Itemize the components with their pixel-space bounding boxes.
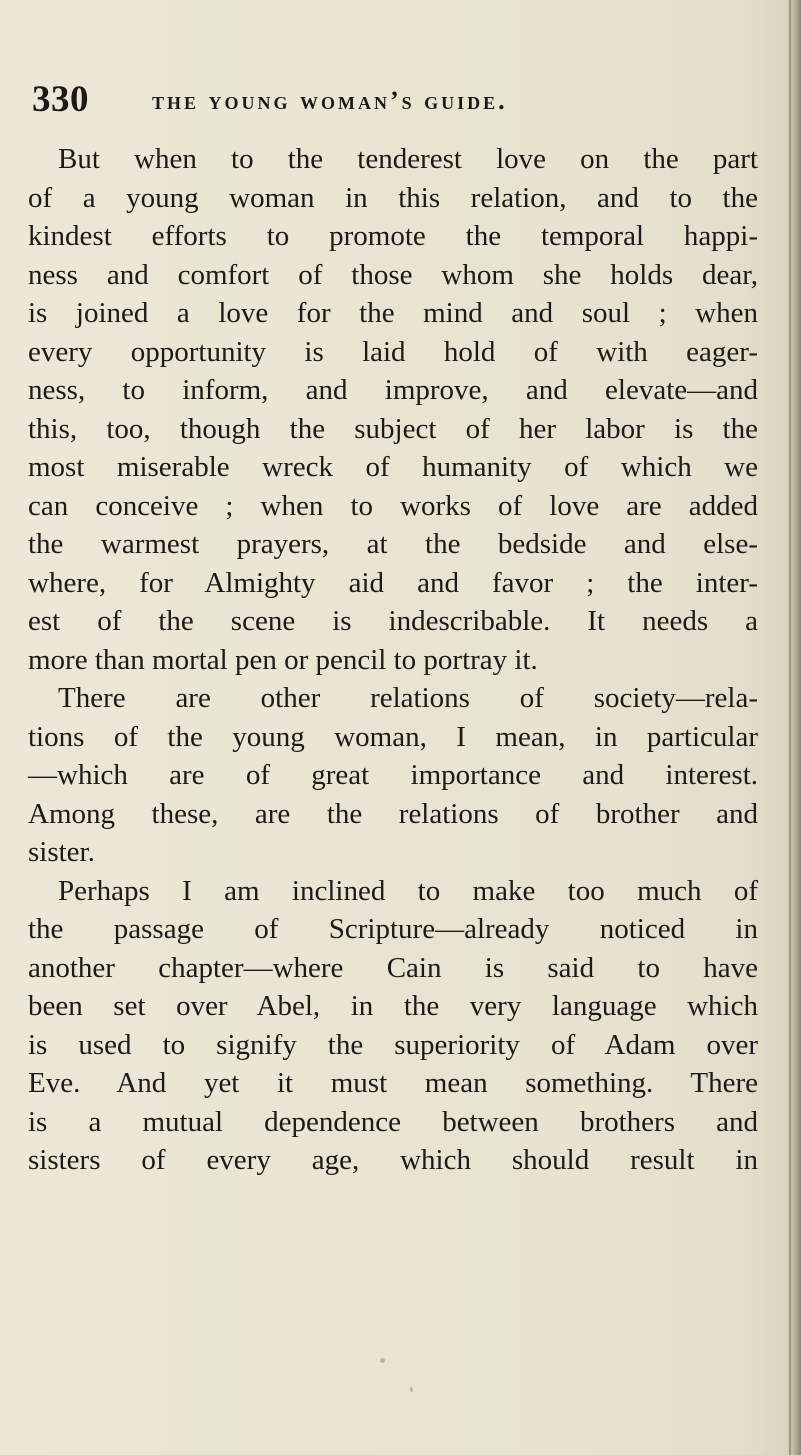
text-line: more than mortal pen or pencil to portray it. xyxy=(28,643,538,676)
text-line: where, for Almighty aid and favor ; the inter- xyxy=(28,566,758,599)
text-line: every opportunity is laid hold of with eager- xyxy=(28,335,758,368)
paper-speck xyxy=(380,1358,385,1363)
paper-speck xyxy=(410,1387,413,1392)
text-line: another chapter—where Cain is said to have xyxy=(28,951,758,984)
text-line: Perhaps I am inclined to make too much of xyxy=(58,874,758,907)
text-line: sisters of every age, which should result in xyxy=(28,1144,758,1176)
text-line: There are other relations of society—rela- xyxy=(58,682,758,714)
text-line: ness and comfort of those whom she holds dear, xyxy=(28,258,758,291)
text-line: can conceive ; when to works of love are added xyxy=(28,489,758,522)
body-text xyxy=(28,140,758,1180)
text-line: most miserable wreck of humanity of which we xyxy=(28,451,758,483)
page-edge-line xyxy=(789,0,791,1455)
page-number: 330 xyxy=(32,79,89,120)
text-line: est of the scene is indescribable. It needs a xyxy=(28,605,758,637)
text-line: Among these, are the relations of brother and xyxy=(28,797,758,830)
text-line: this, too, though the subject of her labor is the xyxy=(28,412,758,445)
text-line: is used to signify the superiority of Adam over xyxy=(28,1028,758,1061)
text-line: the passage of Scripture—already noticed in xyxy=(28,913,758,945)
text-line: been set over Abel, in the very language which xyxy=(28,990,758,1022)
text-line: of a young woman in this relation, and to the xyxy=(28,181,758,214)
text-line: is a mutual dependence between brothers and xyxy=(28,1105,758,1138)
text-line: Eve. And yet it must mean something. There xyxy=(28,1067,758,1099)
text-line: kindest efforts to promote the temporal happi- xyxy=(28,220,758,252)
page-header xyxy=(32,78,752,122)
text-line: But when to the tenderest love on the part xyxy=(58,143,758,175)
text-line: ness, to inform, and improve, and elevate—and xyxy=(28,374,758,406)
text-line: sister. xyxy=(28,836,95,868)
text-line: is joined a love for the mind and soul ; when xyxy=(28,297,758,329)
text-line: tions of the young woman, I mean, in particular xyxy=(28,720,758,753)
text-line: the warmest prayers, at the bedside and else- xyxy=(28,528,758,560)
text-line: —which are of great importance and interest. xyxy=(28,759,758,791)
running-head: the young woman’s guide. xyxy=(152,86,508,115)
